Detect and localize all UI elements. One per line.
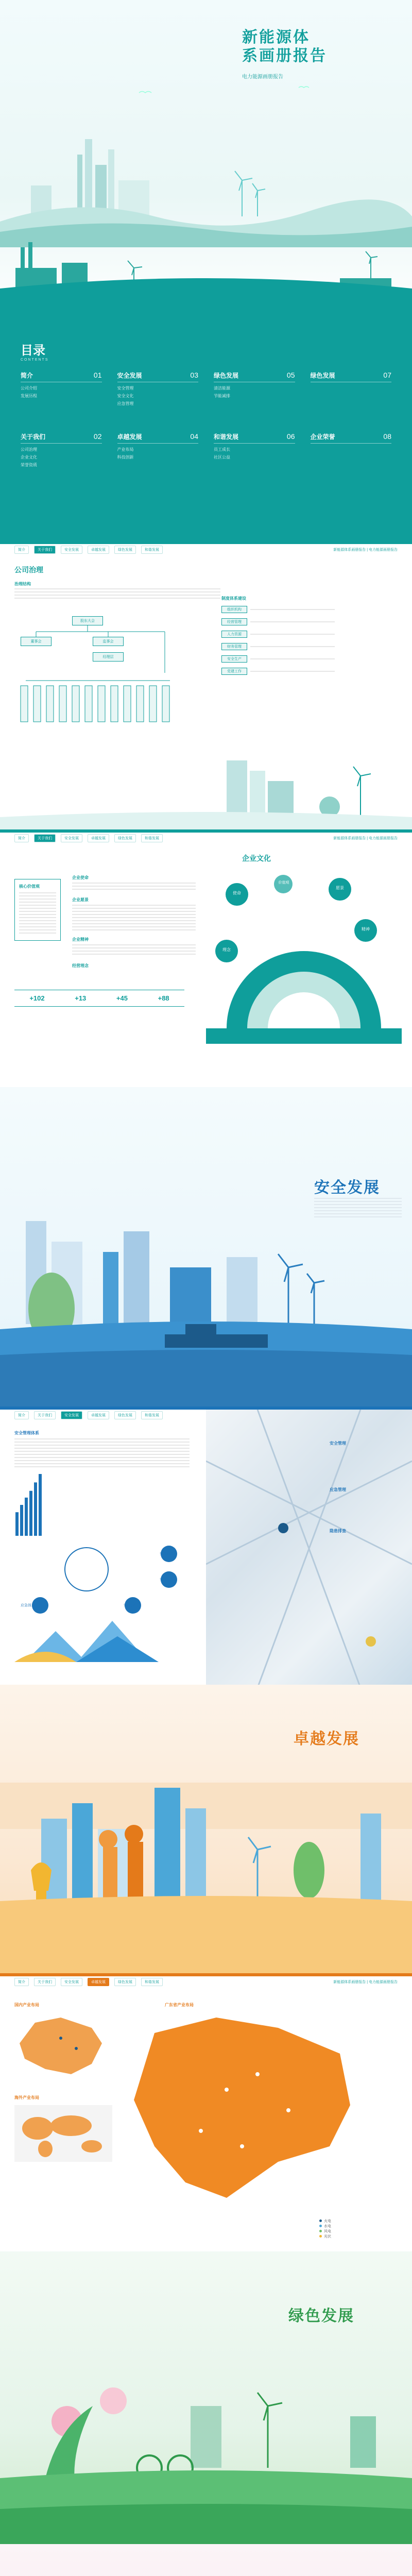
toc-entry-title: 卓越发展 — [117, 433, 142, 440]
excellence-maps-page — [0, 1973, 412, 2251]
culture-sub-heading: 企业使命 — [72, 875, 89, 880]
nav-report-title: 新能源体系画册报告 | 电力能源画册报告 — [333, 837, 398, 840]
nav-tab[interactable]: 卓越发展 — [88, 1978, 109, 1986]
system-item — [221, 606, 335, 613]
toc-entry-title: 和谐发展 — [214, 433, 239, 440]
toc-sub-item: 员工成长 — [214, 447, 230, 452]
system-item-label: 财务管理 — [221, 643, 247, 650]
system-item — [221, 643, 335, 650]
toc-sub-item: 公司介绍 — [21, 386, 37, 391]
legend-label: 光伏 — [324, 2235, 331, 2239]
safety-bar-chart — [14, 1471, 45, 1538]
legend-label: 水电 — [324, 2225, 331, 2228]
culture-stat: +102 — [29, 994, 45, 1002]
safety-hero-page — [0, 1087, 412, 1406]
cover-subtitle: 电力能源画册报告 — [242, 74, 283, 80]
toc-page — [0, 325, 412, 541]
toc-entry-title: 安全发展 — [117, 372, 142, 379]
harmony-hero-page — [0, 2544, 412, 2576]
safety-right-heading: 安全管理 — [330, 1441, 346, 1446]
governance-page — [0, 541, 412, 829]
nav-tab[interactable]: 和谐发展 — [141, 834, 163, 842]
safety-right-heading: 应急管理 — [330, 1487, 346, 1492]
culture-bubble: 愿景 — [336, 886, 344, 890]
toc-sub-item: 安全文化 — [117, 394, 134, 398]
toc-entry[interactable] — [214, 432, 295, 468]
legend-item — [319, 2229, 331, 2234]
toc-entry-num: 03 — [190, 371, 198, 379]
org-title: 治理结构 — [14, 582, 31, 586]
legend-label: 火电 — [324, 2219, 331, 2223]
toc-sub-item: 荣誉资质 — [21, 463, 37, 467]
toc-entry-title: 简介 — [21, 372, 33, 379]
toc-entry[interactable] — [214, 371, 295, 406]
toc-entry-num: 01 — [93, 371, 102, 379]
toc-entry[interactable] — [117, 432, 199, 468]
nav-tab[interactable]: 关于我们 — [34, 834, 56, 842]
harmony-illustration — [0, 2544, 412, 2576]
toc-entry-title: 绿色发展 — [214, 372, 239, 379]
nav-tab[interactable]: 和谐发展 — [141, 1411, 163, 1419]
nav-report-title: 新能源体系画册报告 | 电力能源画册报告 — [333, 1980, 398, 1984]
nav-bar — [0, 1976, 412, 1988]
toc-sub-item: 应急管理 — [117, 401, 134, 406]
nav-tab[interactable]: 简介 — [14, 834, 29, 842]
nav-tab[interactable]: 关于我们 — [34, 546, 56, 554]
safety-bar — [15, 1512, 19, 1536]
toc-entry-num: 08 — [383, 432, 391, 440]
nav-tab[interactable]: 简介 — [14, 1411, 29, 1419]
toc-sub-item: 清洁能源 — [214, 386, 230, 391]
nav-tab[interactable]: 简介 — [14, 1978, 29, 1986]
nav-bar — [0, 544, 412, 555]
safety-cycle-label: 安全文化 — [160, 1578, 174, 1582]
culture-subsections — [72, 869, 196, 969]
safety-mgmt-text — [14, 1438, 190, 1469]
culture-sub-heading: 经营理念 — [72, 963, 89, 968]
nav-tab[interactable]: 绿色发展 — [114, 834, 136, 842]
cover-page — [0, 0, 412, 325]
nav-tab[interactable]: 绿色发展 — [114, 1411, 136, 1419]
toc-entry-num: 06 — [286, 432, 295, 440]
nav-tab[interactable]: 安全发展 — [61, 834, 82, 842]
system-item — [221, 631, 335, 638]
culture-bubble: 使命 — [233, 891, 241, 895]
nav-tab[interactable]: 卓越发展 — [88, 834, 109, 842]
legend-item — [319, 2218, 331, 2224]
guangdong-map — [124, 2012, 366, 2229]
green-illustration — [0, 2251, 412, 2544]
safety-illustration — [0, 1087, 412, 1406]
toc-entry[interactable] — [117, 371, 199, 406]
toc-entry[interactable] — [311, 432, 392, 468]
toc-entry[interactable] — [21, 432, 102, 468]
safety-mgmt-heading: 安全管理体系 — [14, 1431, 39, 1435]
nav-tab[interactable]: 安全发展 — [61, 1411, 82, 1419]
system-item-label: 组织机构 — [221, 606, 247, 613]
map2-title: 广东省产业布局 — [165, 2003, 194, 2007]
nav-tab[interactable]: 和谐发展 — [141, 546, 163, 554]
world-map — [14, 2105, 112, 2162]
toc-entry-title: 关于我们 — [21, 433, 46, 440]
culture-bubble: 价值观 — [278, 881, 289, 885]
org-mid-box: 监事会 — [93, 637, 124, 646]
toc-sub-item: 发展历程 — [21, 394, 37, 398]
green-hero-title: 绿色发展 — [288, 2308, 354, 2325]
org-mid-box: 董事会 — [21, 637, 52, 646]
safety-hero-title: 安全发展 — [314, 1179, 380, 1196]
org-mid-box: 经理层 — [93, 652, 124, 662]
toc-entry-num: 07 — [383, 371, 391, 379]
system-item — [221, 655, 335, 663]
excellence-hero-title: 卓越发展 — [294, 1731, 359, 1748]
culture-bubble: 理念 — [222, 947, 231, 952]
safety-cycle-label: 安全体系 — [160, 1552, 174, 1556]
system-item-label: 人力资源 — [221, 631, 247, 638]
map1-title: 国内产业布局 — [14, 2003, 39, 2007]
system-list — [221, 606, 335, 680]
nav-tab[interactable]: 绿色发展 — [114, 1978, 136, 1986]
section-title: 公司治理 — [14, 566, 43, 574]
culture-left-panel — [14, 879, 61, 941]
culture-stat: +88 — [158, 994, 169, 1002]
system-item-label: 经营管理 — [221, 618, 247, 625]
toc-sub-item: 安全管理 — [117, 386, 134, 391]
toc-entry-num: 02 — [93, 432, 102, 440]
nav-tab[interactable]: 卓越发展 — [88, 1411, 109, 1419]
toc-entry[interactable] — [21, 371, 102, 406]
toc-title — [21, 340, 49, 362]
cover-title-line2: 系画册报告 — [242, 47, 327, 64]
safety-cycle-label: 应急体系 — [21, 1604, 35, 1607]
system-item — [221, 618, 335, 625]
org-top-box: 股东大会 — [72, 616, 103, 625]
legend-item — [319, 2224, 331, 2229]
governance-illustration — [0, 730, 412, 829]
system-item — [221, 668, 335, 675]
system-item-label: 安全生产 — [221, 655, 247, 663]
green-hero-page — [0, 2251, 412, 2544]
culture-page — [0, 829, 412, 1087]
safety-bar — [29, 1491, 32, 1536]
system-title: 制度体系建设 — [221, 596, 246, 601]
nav-tab[interactable]: 绿色发展 — [114, 546, 136, 554]
safety-bar — [39, 1474, 42, 1536]
system-item-label: 党建工作 — [221, 668, 247, 675]
safety-bar — [25, 1498, 28, 1536]
nav-tab[interactable]: 简介 — [14, 546, 29, 554]
excellence-illustration — [0, 1685, 412, 1973]
safety-right-heading: 隐患排查 — [330, 1529, 346, 1533]
cover-illustration — [0, 0, 412, 325]
culture-stats — [14, 990, 184, 1007]
map3-title: 海外产业布局 — [14, 2095, 39, 2100]
toc-entry[interactable] — [311, 371, 392, 406]
nav-tab[interactable]: 关于我们 — [34, 1978, 56, 1986]
map-legend — [319, 2218, 331, 2239]
nav-tab[interactable]: 和谐发展 — [141, 1978, 163, 1986]
toc-entry-num: 04 — [190, 432, 198, 440]
culture-bubble: 精神 — [362, 927, 370, 931]
toc-entry-title: 企业荣誉 — [310, 433, 335, 440]
toc-sub-item: 社区公益 — [214, 455, 230, 460]
safety-bar — [34, 1482, 37, 1536]
safety-photo — [206, 1410, 412, 1685]
culture-left-heading: 核心价值观 — [19, 884, 40, 889]
nav-tab[interactable]: 安全发展 — [61, 546, 82, 554]
toc-sub-item: 公司治理 — [21, 447, 37, 452]
toc-sub-item: 科技创新 — [117, 455, 134, 460]
nav-tab[interactable]: 安全发展 — [61, 1978, 82, 1986]
org-chart-lines — [10, 616, 180, 735]
toc-sub-item: 产业布局 — [117, 447, 134, 452]
org-intro — [14, 588, 220, 600]
toc-sub-item: 节能减排 — [214, 394, 230, 398]
nav-bar — [0, 833, 412, 844]
culture-stat: +13 — [75, 994, 87, 1002]
toc-grid — [21, 371, 391, 468]
toc-heading-en: CONTENTS — [21, 358, 49, 362]
cover-title-line1: 新能源体 — [242, 29, 310, 46]
culture-sub-heading: 企业愿景 — [72, 897, 89, 902]
toc-entry-title: 绿色发展 — [310, 372, 335, 379]
culture-globe-graphic — [206, 874, 402, 1044]
legend-label: 风电 — [324, 2230, 331, 2233]
culture-stat: +45 — [116, 994, 128, 1002]
nav-tab[interactable]: 关于我们 — [34, 1411, 56, 1419]
toc-heading: 目录 — [21, 344, 45, 358]
safety-photo-graphic — [206, 1410, 412, 1685]
excellence-hero-page — [0, 1685, 412, 1973]
culture-sub-heading: 企业精神 — [72, 937, 89, 942]
nav-report-title: 新能源体系画册报告 | 电力能源画册报告 — [333, 548, 398, 552]
toc-sub-item: 企业文化 — [21, 455, 37, 460]
toc-entry-num: 05 — [286, 371, 295, 379]
legend-item — [319, 2234, 331, 2239]
nav-tab[interactable]: 卓越发展 — [88, 546, 109, 554]
safety-cycle-label: 安全责任 — [124, 1604, 138, 1607]
safety-detail-page — [0, 1406, 412, 1685]
safety-bar — [20, 1505, 23, 1536]
china-map — [14, 2012, 107, 2079]
culture-title: 企业文化 — [242, 854, 271, 862]
